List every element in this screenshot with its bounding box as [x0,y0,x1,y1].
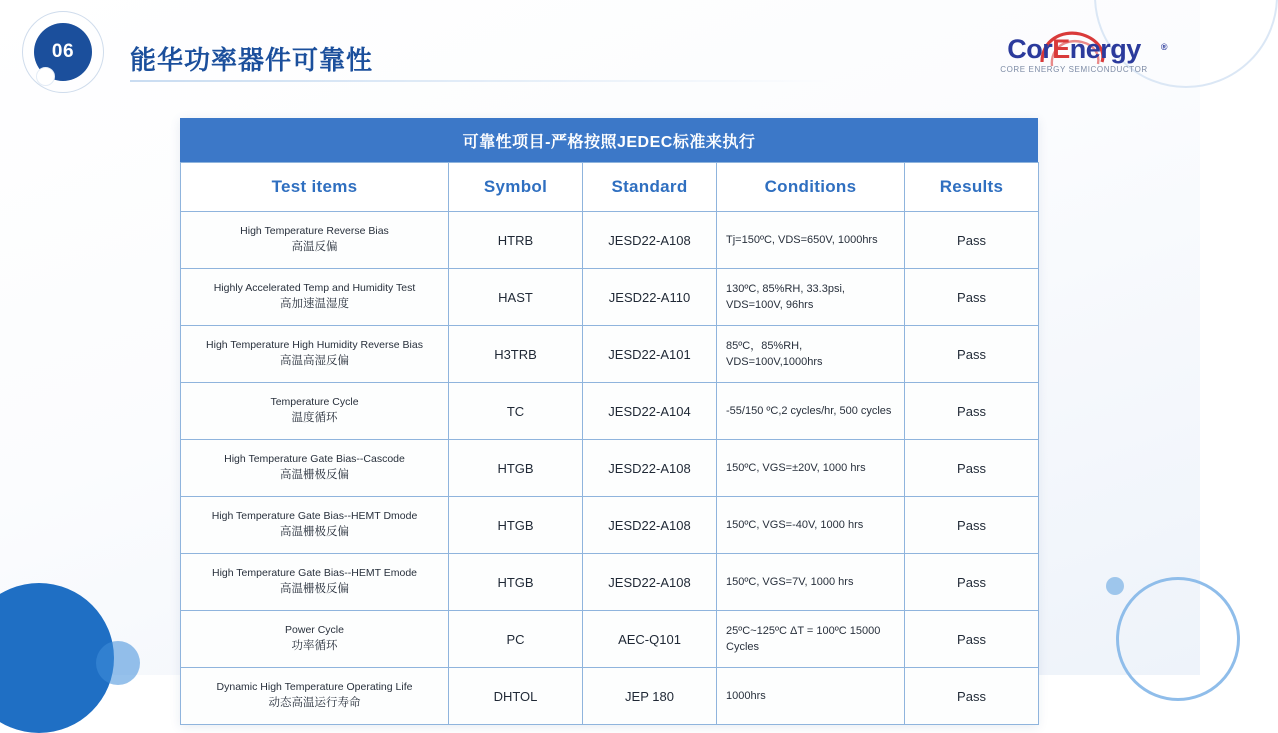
slide-header [0,0,1200,100]
test-item-cn: 高温栅极反偏 [280,469,349,482]
logo-word-part2: nergy [1069,34,1141,64]
cell-result: Pass [905,212,1039,269]
cell-test-item [181,554,449,611]
cell-result: Pass [905,440,1039,497]
table-row [181,383,1039,440]
cell-test-item [181,383,449,440]
column-header-test-items: Test items [181,163,449,212]
table-header-row [181,163,1039,212]
table-row [181,212,1039,269]
test-item-cn: 高温反偏 [291,241,338,254]
logo-subtitle: CORE ENERGY SEMICONDUCTOR [1000,65,1148,74]
cell-test-item [181,326,449,383]
cell-result: Pass [905,383,1039,440]
cell-conditions: 25ºC~125ºC ΔT = 100ºC 15000 Cycles [717,611,905,668]
cell-test-item [181,212,449,269]
section-number-badge: 06 [34,23,92,81]
table-row [181,668,1039,725]
test-item-en: High Temperature Reverse Bias [240,225,389,238]
column-header-symbol: Symbol [449,163,583,212]
cell-symbol: HTGB [449,440,583,497]
table-banner-title: 可靠性项目-严格按照JEDEC标准来执行 [180,118,1038,162]
logo-registered-mark: ® [1160,42,1167,52]
cell-conditions: -55/150 ºC,2 cycles/hr, 500 cycles [717,383,905,440]
test-item-cn: 动态高温运行寿命 [268,697,361,710]
test-item-en: Dynamic High Temperature Operating Life [216,681,413,694]
cell-conditions: 150ºC, VGS=±20V, 1000 hrs [717,440,905,497]
cell-standard: JESD22-A108 [583,554,717,611]
cell-test-item [181,611,449,668]
table-row [181,269,1039,326]
test-item-cn: 高温栅极反偏 [280,526,349,539]
reliability-table [180,162,1039,725]
cell-standard: JESD22-A104 [583,383,717,440]
logo-word-part1: Cor [1007,34,1053,64]
decorative-dot-bottom-right [1106,577,1124,595]
cell-symbol: HTGB [449,497,583,554]
cell-result: Pass [905,668,1039,725]
test-item-en: Highly Accelerated Temp and Humidity Test [213,282,416,295]
decorative-circle-bottom-left-small [96,641,140,685]
test-item-en: Power Cycle [285,624,344,637]
test-item-cn: 温度循环 [291,412,338,425]
cell-result: Pass [905,611,1039,668]
column-header-standard: Standard [583,163,717,212]
title-divider [130,80,830,82]
cell-test-item [181,269,449,326]
test-item-en: High Temperature Gate Bias--HEMT Emode [211,567,418,580]
test-item-en: High Temperature Gate Bias--Cascode [224,453,405,466]
test-item-en: Temperature Cycle [270,396,359,409]
decorative-ring-bottom-right [1116,577,1240,701]
cell-conditions: 1000hrs [717,668,905,725]
cell-conditions: 150ºC, VGS=-40V, 1000 hrs [717,497,905,554]
reliability-table-container [180,118,1038,725]
cell-result: Pass [905,326,1039,383]
table-row [181,611,1039,668]
logo [984,28,1167,78]
cell-result: Pass [905,269,1039,326]
cell-symbol: H3TRB [449,326,583,383]
table-row [181,554,1039,611]
cell-test-item [181,497,449,554]
test-item-en: High Temperature Gate Bias--HEMT Dmode [211,510,418,523]
logo-word-e: E [1052,34,1070,64]
cell-symbol: PC [449,611,583,668]
test-item-cn: 功率循环 [291,640,338,653]
cell-symbol: DHTOL [449,668,583,725]
cell-standard: JEP 180 [583,668,717,725]
column-header-conditions: Conditions [717,163,905,212]
table-row [181,440,1039,497]
cell-standard: JESD22-A108 [583,212,717,269]
cell-conditions: 150ºC, VGS=7V, 1000 hrs [717,554,905,611]
test-item-cn: 高温栅极反偏 [280,583,349,596]
test-item-cn: 高加速温湿度 [280,298,349,311]
table-row [181,497,1039,554]
cell-conditions: 130ºC, 85%RH, 33.3psi, VDS=100V, 96hrs [717,269,905,326]
logo-wordmark [984,34,1167,65]
test-item-cn: 高温高湿反偏 [280,355,349,368]
badge-dot [36,67,55,86]
cell-standard: JESD22-A110 [583,269,717,326]
cell-result: Pass [905,497,1039,554]
cell-standard: JESD22-A101 [583,326,717,383]
cell-conditions: 85ºC，85%RH, VDS=100V,1000hrs [717,326,905,383]
page-title: 能华功率器件可靠性 [130,45,374,75]
cell-result: Pass [905,554,1039,611]
test-item-en: High Temperature High Humidity Reverse Bias [206,339,423,352]
table-row [181,326,1039,383]
cell-conditions: Tj=150ºC, VDS=650V, 1000hrs [717,212,905,269]
cell-symbol: HTGB [449,554,583,611]
cell-symbol: HTRB [449,212,583,269]
cell-standard: AEC-Q101 [583,611,717,668]
cell-symbol: HAST [449,269,583,326]
cell-test-item [181,440,449,497]
decorative-circle-bottom-left [0,583,114,733]
cell-symbol: TC [449,383,583,440]
cell-standard: JESD22-A108 [583,497,717,554]
cell-test-item [181,668,449,725]
column-header-results: Results [905,163,1039,212]
cell-standard: JESD22-A108 [583,440,717,497]
